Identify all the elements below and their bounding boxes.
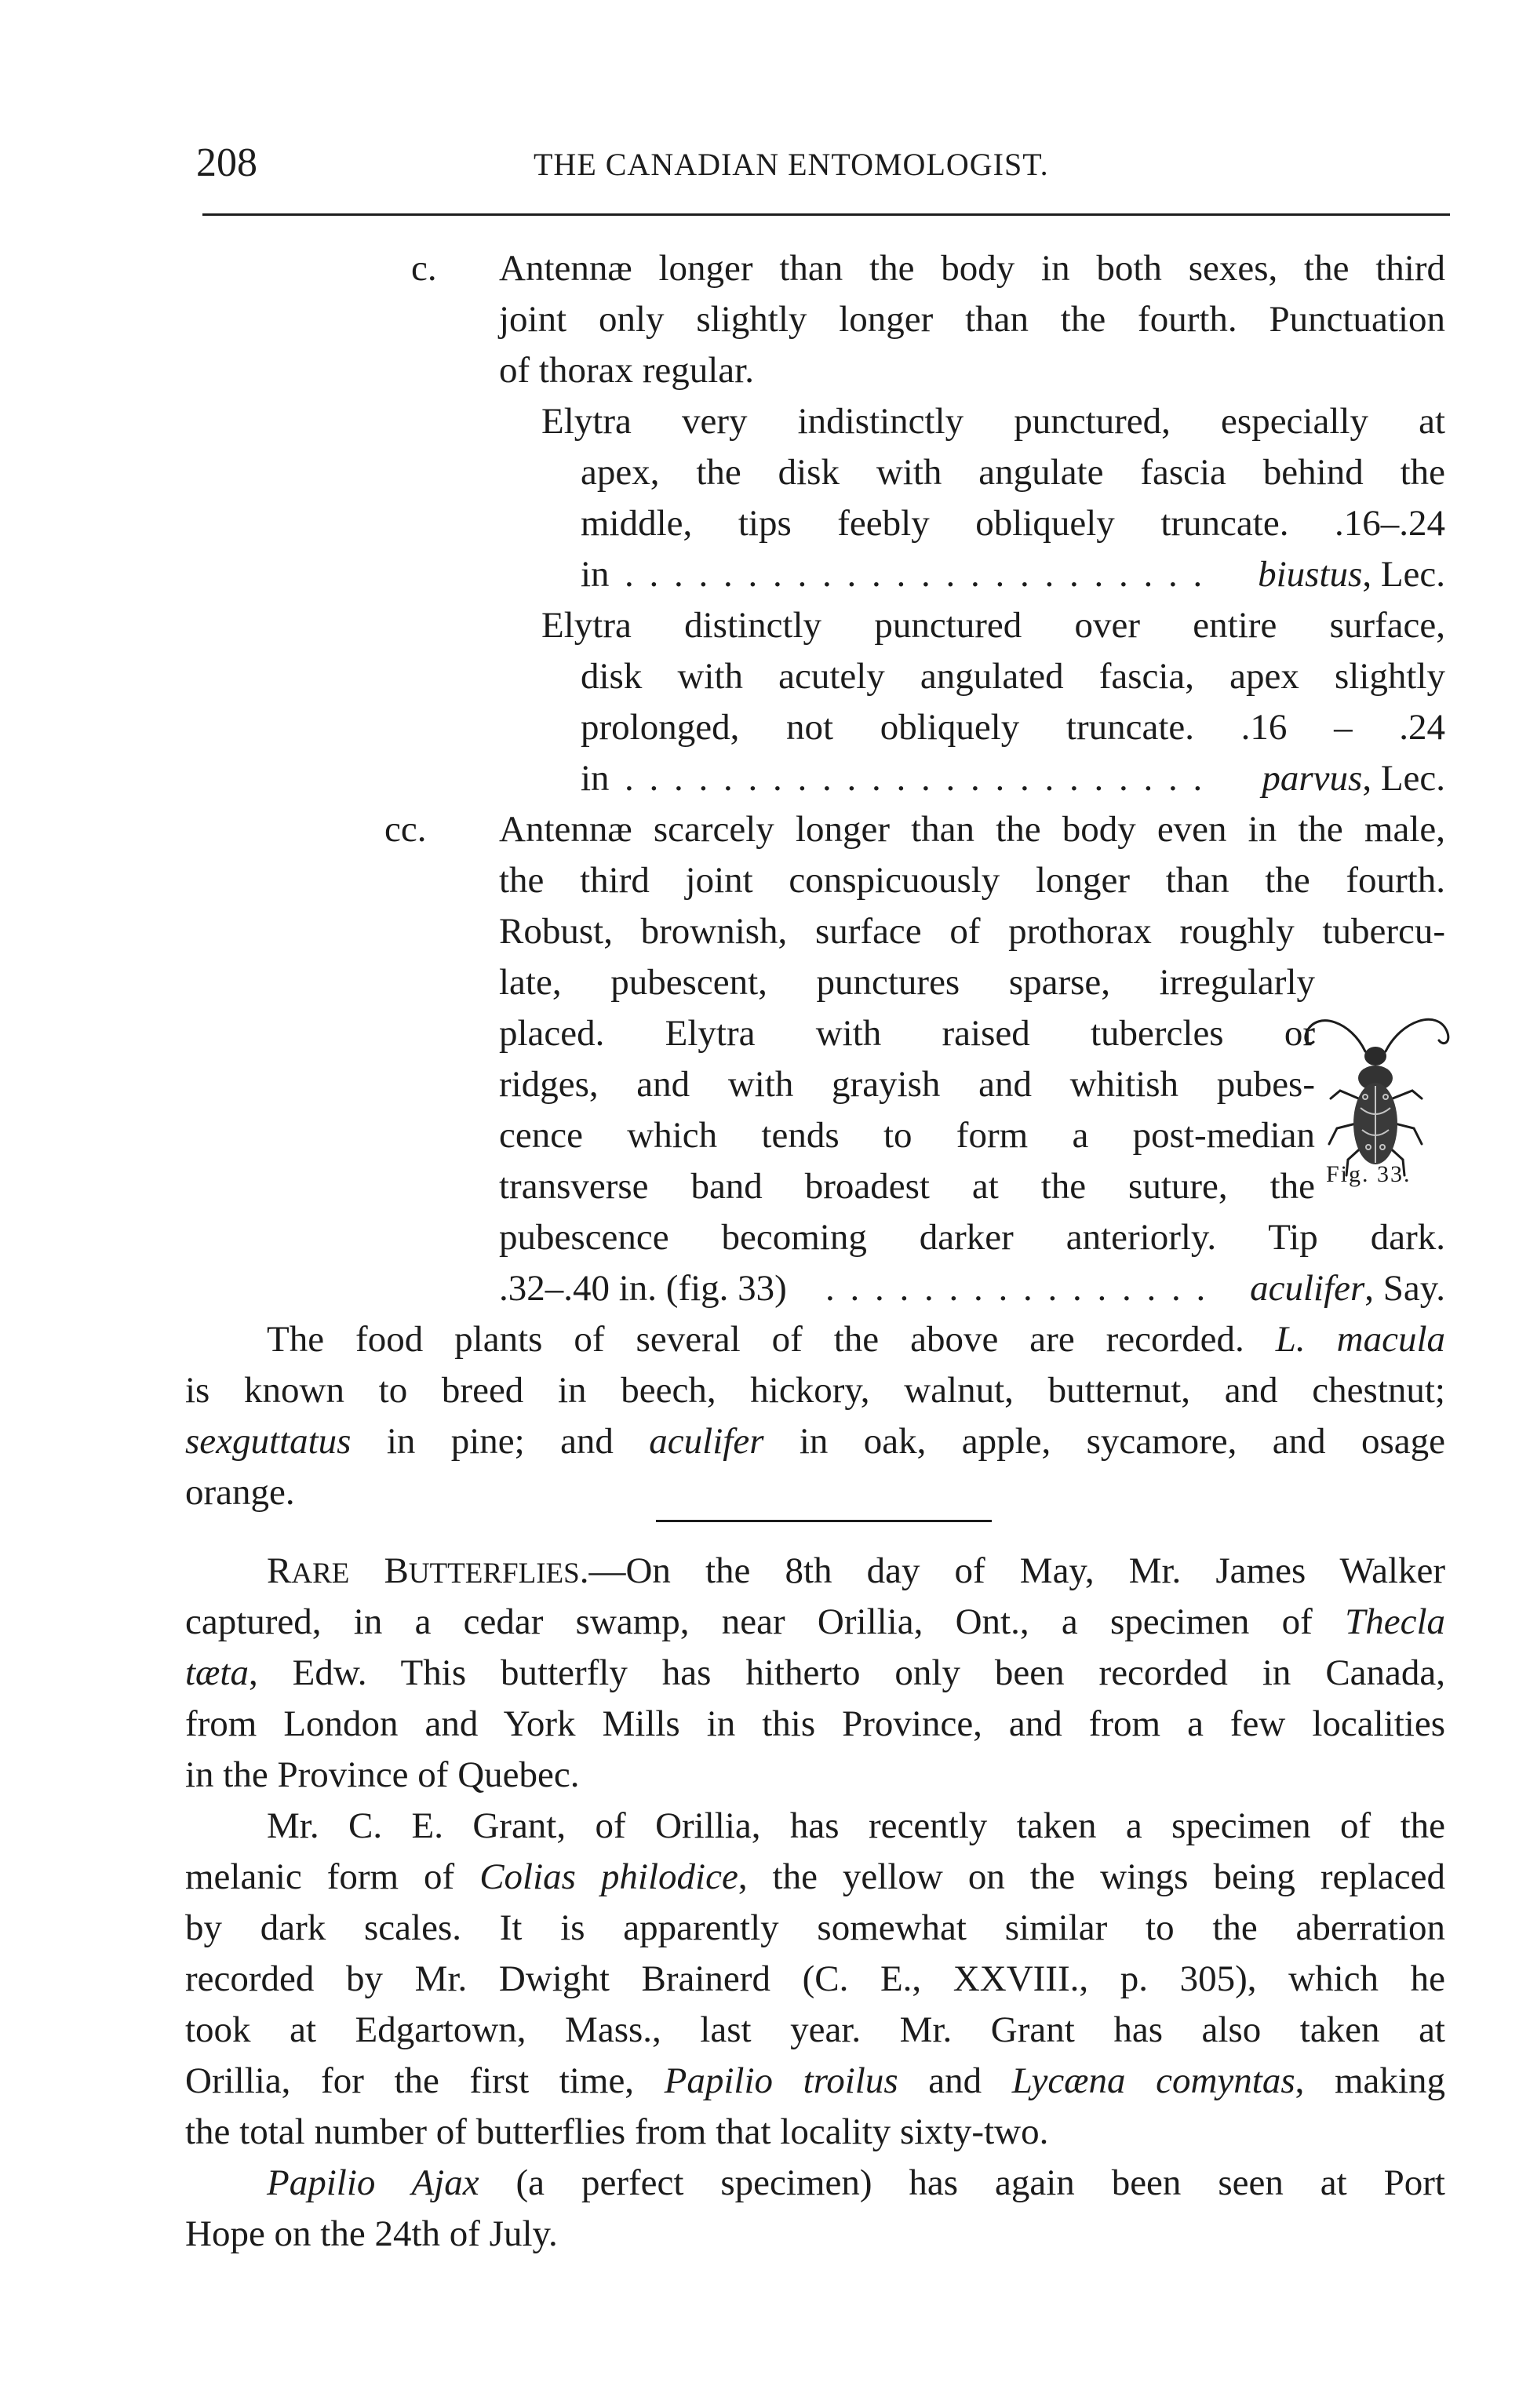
parvus-lead: in <box>581 758 610 799</box>
author-parvus: , Lec. <box>1362 758 1445 799</box>
left-antenna <box>1306 1021 1365 1051</box>
aculifer-lead: .32–.40 in. (fig. 33) <box>499 1268 787 1309</box>
author-biustus: , Lec. <box>1362 554 1445 595</box>
author-aculifer: , Say. <box>1364 1268 1445 1309</box>
key-marker-c: c. <box>411 248 437 289</box>
grant-text: melanic form of <box>185 1856 480 1897</box>
rare-line-4: from London and York Mills in this Province, and from a few localities <box>185 1703 1445 1744</box>
running-head: THE CANADIAN ENTOMOLOGIST. <box>534 147 1049 182</box>
species-lycaena: Lycæna comyntas <box>1011 2060 1295 2101</box>
leader-dots: . . . . . . . . . . . . . . . . . . . . . . . . <box>625 758 1206 799</box>
species-parvus: parvus <box>1262 758 1363 799</box>
rare-line-2 <box>185 1598 1445 1645</box>
biustus-line-3: middle, tips feebly obliquely truncate. .16–.24 <box>581 503 1445 544</box>
grant-line-2 <box>185 1853 1445 1900</box>
ajax-line-1 <box>267 2159 1445 2206</box>
species-papilio-ajax: Papilio Ajax <box>267 2162 479 2203</box>
page-header <box>196 140 1444 190</box>
key-c-line-3: of thorax regular. <box>499 350 754 391</box>
species-taeta: tæta <box>185 1652 249 1693</box>
right-antenna <box>1386 1019 1448 1051</box>
biustus-name <box>1258 551 1445 598</box>
grant-text: Orillia, for the first time, <box>185 2060 665 2101</box>
food-line-2: is known to breed in beech, hickory, walnut, butternut, and chestnut; <box>185 1370 1445 1411</box>
key-marker-cc: cc. <box>384 809 427 850</box>
species-biustus: biustus <box>1258 554 1363 595</box>
grant-text: , making <box>1295 2060 1445 2101</box>
parvus-line-1: Elytra distinctly punctured over entire surface, <box>541 605 1445 646</box>
key-c-line-1: Antennæ longer than the body in both sexes, the third <box>499 248 1445 289</box>
biustus-line-2: apex, the disk with angulate fascia behind the <box>581 452 1445 493</box>
species-papilio-troilus: Papilio troilus <box>664 2060 898 2101</box>
species-aculifer-ref: aculifer <box>649 1421 764 1462</box>
rare-text: .—On the 8th day of May, Mr. James Walker <box>579 1550 1446 1591</box>
rare-text: captured, in a cedar swamp, near Orillia, Ont., a specimen of <box>185 1601 1346 1642</box>
species-sexguttatus: sexguttatus <box>185 1421 352 1462</box>
species-thecla: Thecla <box>1345 1601 1445 1642</box>
species-l-macula: L. macula <box>1275 1319 1446 1360</box>
food-line-1 <box>267 1316 1445 1363</box>
food-line-4: orange. <box>185 1472 295 1513</box>
food-text: The food plants of several of the above are recorded. <box>267 1319 1244 1360</box>
key-cc-line-3: Robust, brownish, surface of prothorax roughly tubercu- <box>499 911 1445 952</box>
rare-text: , Edw. This butterfly has hitherto only been recorded in Canada, <box>248 1652 1445 1693</box>
key-cc-line-4: late, pubescent, punctures sparse, irregularly <box>499 962 1315 1003</box>
rare-line-1 <box>267 1547 1445 1594</box>
aculifer-name <box>1250 1265 1445 1312</box>
ajax-text: (a perfect specimen) has again been seen at Port <box>479 2162 1445 2203</box>
key-cc-line-9: pubescence becoming darker anteriorly. Tip dark. <box>499 1217 1445 1258</box>
parvus-name <box>1262 755 1445 802</box>
grant-line-5: took at Edgartown, Mass., last year. Mr. Grant has also taken at <box>185 2009 1445 2050</box>
food-line-3 <box>185 1418 1445 1465</box>
key-cc-line-2: the third joint conspicuously longer than the fourth. <box>499 860 1445 901</box>
key-cc-line-7: cence which tends to form a post-median <box>499 1115 1315 1156</box>
title-smallcaps: UTTERFLIES <box>408 1557 580 1590</box>
section-divider <box>656 1520 992 1522</box>
parvus-line-3: prolonged, not obliquely truncate. .16 – .24 <box>581 707 1445 748</box>
section-title <box>267 1550 580 1591</box>
beetle-figure <box>1302 990 1452 1186</box>
ajax-line-2: Hope on the 24th of July. <box>185 2213 558 2254</box>
grant-line-6 <box>185 2057 1445 2104</box>
grant-line-4: recorded by Mr. Dwight Brainerd (C. E., XXVIII., p. 305), which he <box>185 1958 1445 1999</box>
beetle-head <box>1364 1047 1386 1066</box>
species-aculifer: aculifer <box>1250 1268 1365 1309</box>
leader-dots: . . . . . . . . . . . . . . . . <box>825 1268 1209 1309</box>
grant-text: , the yellow on the wings being replaced <box>738 1856 1445 1897</box>
key-cc-line-1: Antennæ scarcely longer than the body even in the male, <box>499 809 1445 850</box>
biustus-lead: in <box>581 554 610 595</box>
key-c-line-2: joint only slightly longer than the fourth. Punctuation <box>499 299 1445 340</box>
leader-dots: . . . . . . . . . . . . . . . . . . . . . . . . <box>625 554 1206 595</box>
grant-line-3: by dark scales. It is apparently somewhat similar to the aberration <box>185 1907 1445 1948</box>
header-rule <box>202 213 1450 216</box>
figure-caption: Fig. 33. <box>1326 1161 1412 1187</box>
rare-line-3 <box>185 1649 1445 1696</box>
grant-line-7: the total number of butterflies from that locality sixty-two. <box>185 2111 1049 2152</box>
grant-text: and <box>898 2060 1012 2101</box>
food-text: in pine; and <box>351 1421 650 1462</box>
title-initial: B <box>384 1550 409 1591</box>
key-cc-line-8: transverse band broadest at the suture, the <box>499 1166 1315 1207</box>
title-initial: R <box>267 1550 292 1591</box>
page-number: 208 <box>196 140 257 185</box>
grant-line-1: Mr. C. E. Grant, of Orillia, has recently taken a specimen of the <box>267 1805 1445 1846</box>
title-smallcaps: ARE <box>291 1557 350 1590</box>
food-text: in oak, apple, sycamore, and osage <box>763 1421 1445 1462</box>
parvus-line-2: disk with acutely angulated fascia, apex slightly <box>581 656 1445 697</box>
rare-line-5: in the Province of Quebec. <box>185 1754 580 1795</box>
key-cc-line-6: ridges, and with grayish and whitish pubes- <box>499 1064 1315 1105</box>
species-colias: Colias philodice <box>479 1856 738 1897</box>
biustus-line-1: Elytra very indistinctly punctured, especially at <box>541 401 1445 442</box>
key-cc-line-5: placed. Elytra with raised tubercles or <box>499 1013 1315 1054</box>
